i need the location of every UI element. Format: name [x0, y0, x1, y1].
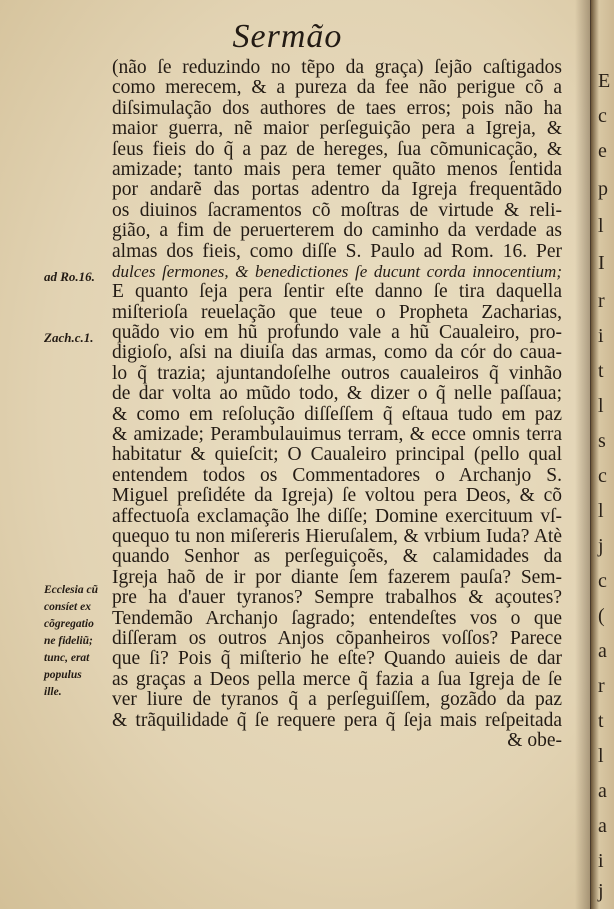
text-line: como merecem, & a pureza da fee não perigue cõ a [112, 78, 562, 99]
text-line: diſſeram os outros Anjos cõpanheiros voſſos? Parece [112, 628, 562, 649]
text-line: que ſi? Pois q̃ miſterio he eſte? Quando auieis de dar [112, 649, 562, 670]
text-line: os diuinos ſacramentos cõ moſtras de virtude & reli- [112, 200, 562, 221]
facing-page-letter: i [598, 850, 604, 872]
text-line: Tendemão Archanjo ſagrado; entendeſtes vos o que [112, 608, 562, 629]
text-line: quequo tu non miſereris Hieruſalem, & vrbium Iuda? Atè [112, 526, 562, 547]
margin-note-rom: ad Ro.16. [44, 269, 95, 284]
text-line: gião, a fim de peruerterem do caminho da verdade as [112, 221, 562, 242]
facing-page-letter: l [598, 215, 604, 237]
text-line: pre ha d'auer tyranos? Sempre trabalhos & açoutes? [112, 588, 562, 609]
text-line-latin: dulces ſermones, & benedictiones ſe ducunt corda innocentium; [112, 261, 562, 281]
text-line: & trãquilidade q̃ ſe requere pera q̃ ſeja mais reſpeitada [112, 710, 562, 731]
text-line: lo q̃ trazia; ajuntandoſelhe outros caualeiros q̃ vinhão [112, 363, 562, 384]
margin-note-line: ne fideliũ; [44, 635, 93, 647]
facing-page-letter: a [598, 640, 607, 662]
text-line: almas dos fieis, como diſſe S. Paulo ad Rom. 16. Per [112, 241, 562, 262]
facing-page-letter: l [598, 745, 604, 767]
text-line: de dar volta ao mũdo todo, & dizer o q̃ nelle paſſaua; [112, 384, 562, 405]
facing-page-letter: j [598, 535, 604, 557]
text-line: digioſo, aſsi na diuiſa das armas, como da cór do caua- [112, 343, 562, 364]
text-line: as graças a Deos pella merce q̃ fazia a ſua Igreja de ſe [112, 669, 562, 690]
running-header: Sermão [232, 18, 343, 55]
text-line: por andarẽ das portas adentro da Igreja frequentãdo [112, 180, 562, 201]
facing-page-letter: E [598, 70, 611, 92]
margin-note-line: cõgregatio [44, 618, 94, 630]
margin-note-line: ille. [44, 686, 62, 698]
facing-page-letter: r [598, 290, 605, 312]
margin-note-line: Ecclesia cũ [44, 584, 98, 596]
text-line: amizade; tanto mais pera temer quãto menos ſentida [112, 159, 562, 180]
facing-page-letter: r [598, 675, 605, 697]
margin-note-ecclesia [44, 582, 98, 701]
facing-page-letter: i [598, 325, 604, 347]
facing-page-letter: l [598, 500, 604, 522]
facing-page-edge [591, 0, 614, 909]
text-line: (não ſe reduzindo no tẽpo da graça) ſejão caſtigados [112, 58, 562, 78]
facing-page-letter: a [598, 780, 607, 802]
text-line: quãdo vio em hũ profundo vale a hũ Caualeiro, pro- [112, 323, 562, 344]
facing-page-letter: t [598, 360, 604, 382]
text-line: ſeus fieis do q̃ a paz de hereges, ſua cõmunicação, & [112, 139, 562, 160]
facing-page-letter: c [598, 465, 607, 487]
facing-page-letter: s [598, 430, 606, 452]
facing-page-letter: I [598, 252, 605, 274]
text-line: E quanto ſeja pera ſentir eſte danno ſe tira daquella [112, 282, 562, 303]
text-line: entendem todos os Commentadores o Archanjo S. [112, 465, 562, 486]
page-gutter-shadow [575, 0, 590, 909]
text-line: Miguel preſidéte da Igreja) ſe voltou pera Deos, & cõ [112, 486, 562, 507]
margin-note-line: tunc, erat [44, 652, 90, 664]
text-line: miſterioſa reuelação que teue o Propheta Zacharias, [112, 302, 562, 323]
text-line: quando Senhor as perſeguiçoẽs, & calamidades da [112, 547, 562, 568]
margin-note-line: consíet ex [44, 601, 91, 613]
text-line: ver liure de tyranos q̃ a perſeguiſſem, gozãdo da paz [112, 690, 562, 711]
text-line: Igreja haõ de ir por diante ſem fazerem pauſa? Sem- [112, 567, 562, 588]
facing-page-letter: e [598, 140, 607, 162]
facing-page-letter: l [598, 395, 604, 417]
facing-page-letter: c [598, 570, 607, 592]
text-line: diſsimulação dos authores de taes erros; pois não ha [112, 98, 562, 119]
text-line: habitatur & quieſcit; O Caualeiro principal (pello qual [112, 445, 562, 466]
margin-note-line: populus [44, 669, 82, 681]
facing-page-letter: p [598, 178, 608, 200]
sermon-body-text [112, 58, 562, 751]
facing-page-letter: t [598, 710, 604, 732]
facing-page-letter: c [598, 105, 607, 127]
facing-page-letter: a [598, 815, 607, 837]
text-line: affectuoſa exclamação lhe diſſe; Domine exercituum vſ- [112, 506, 562, 527]
margin-note-zach: Zach.c.1. [44, 330, 94, 345]
catchword: & obe- [507, 730, 562, 751]
text-line: & como em reſolução diſſeſſem q̃ eſtaua tudo em paz [112, 404, 562, 425]
text-line: maior guerra, nẽ maior perſeguição pera a Igreja, & [112, 119, 562, 140]
facing-page-letter: j [598, 880, 604, 902]
text-line: & amizade; Perambulauimus terram, & ecce omnis terra [112, 425, 562, 446]
facing-page-letter: ( [598, 605, 605, 627]
